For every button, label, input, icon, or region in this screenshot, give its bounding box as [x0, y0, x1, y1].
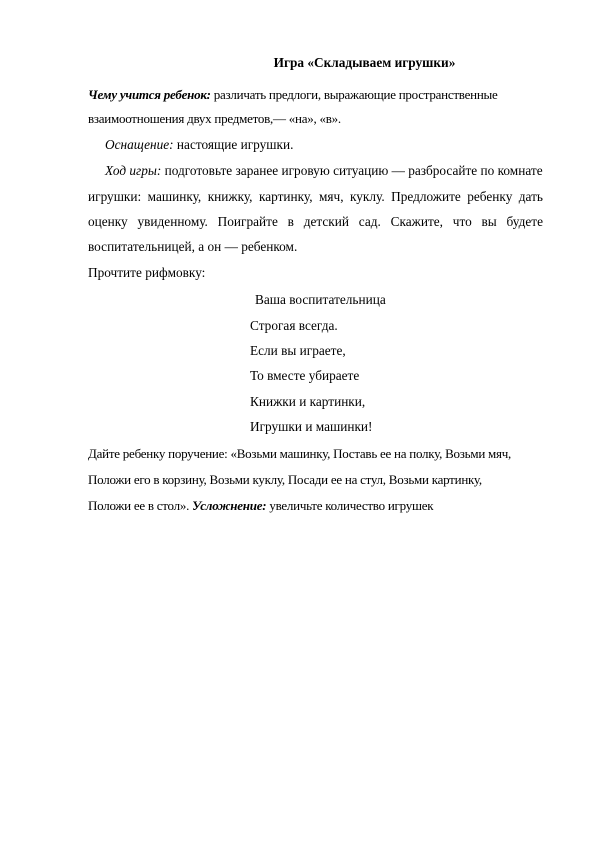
procedure-line-1 — [105, 162, 543, 179]
equipment-text: настоящие игрушки. — [173, 137, 294, 152]
page-title — [0, 55, 595, 71]
procedure-line-3: оценку увиденному. Поиграйте в детский сад. Скажите, что вы будете — [88, 214, 543, 229]
procedure-line-2: игрушки: машинку, книжку, картинку, мяч, куклу. Предложите ребенку дать — [88, 189, 543, 204]
task-line-3 — [88, 497, 433, 514]
procedure-text-1: подготовьте заранее игровую ситуацию — разбросайте по комнате — [161, 163, 543, 178]
procedure-label: Ход игры: — [105, 163, 162, 178]
procedure-line-4: воспитательницей, а он — ребенком. — [88, 239, 298, 254]
equipment-label: Оснащение: — [105, 137, 174, 152]
poem-line-1: Ваша воспитательница — [255, 292, 386, 307]
poem-line-6: Игрушки и машинки! — [250, 419, 373, 434]
goal-text-2: взаимоотношения двух предметов,— «на», «в». — [88, 111, 341, 126]
complication-label: Усложнение: — [189, 498, 267, 513]
poem-line-5: Книжки и картинки, — [250, 394, 366, 409]
goal-line-1 — [88, 86, 498, 103]
complication-text: увеличьте количество игрушек — [266, 498, 434, 513]
poem-line-2: Строгая всегда. — [250, 318, 338, 333]
task-line-2: Положи его в корзину, Возьми куклу, Посади ее на стул, Возьми картинку, — [88, 472, 482, 487]
equipment-line — [105, 136, 293, 153]
goal-line-2 — [88, 110, 341, 127]
task-text-3: Положи ее в стол». — [88, 498, 190, 513]
poem-line-3: Если вы играете, — [250, 343, 346, 358]
read-intro: Прочтите рифмовку: — [88, 265, 206, 280]
goal-label: Чему учится ребенок: — [88, 87, 211, 102]
goal-text-1: различать предлоги, выражающие пространственные — [210, 87, 498, 102]
poem-line-4: То вместе убираете — [250, 368, 360, 383]
title-text: Игра «Складываем игрушки» — [273, 55, 456, 70]
task-line-1: Дайте ребенку поручение: «Возьми машинку, Поставь ее на полку, Возьми мяч, — [88, 446, 512, 461]
